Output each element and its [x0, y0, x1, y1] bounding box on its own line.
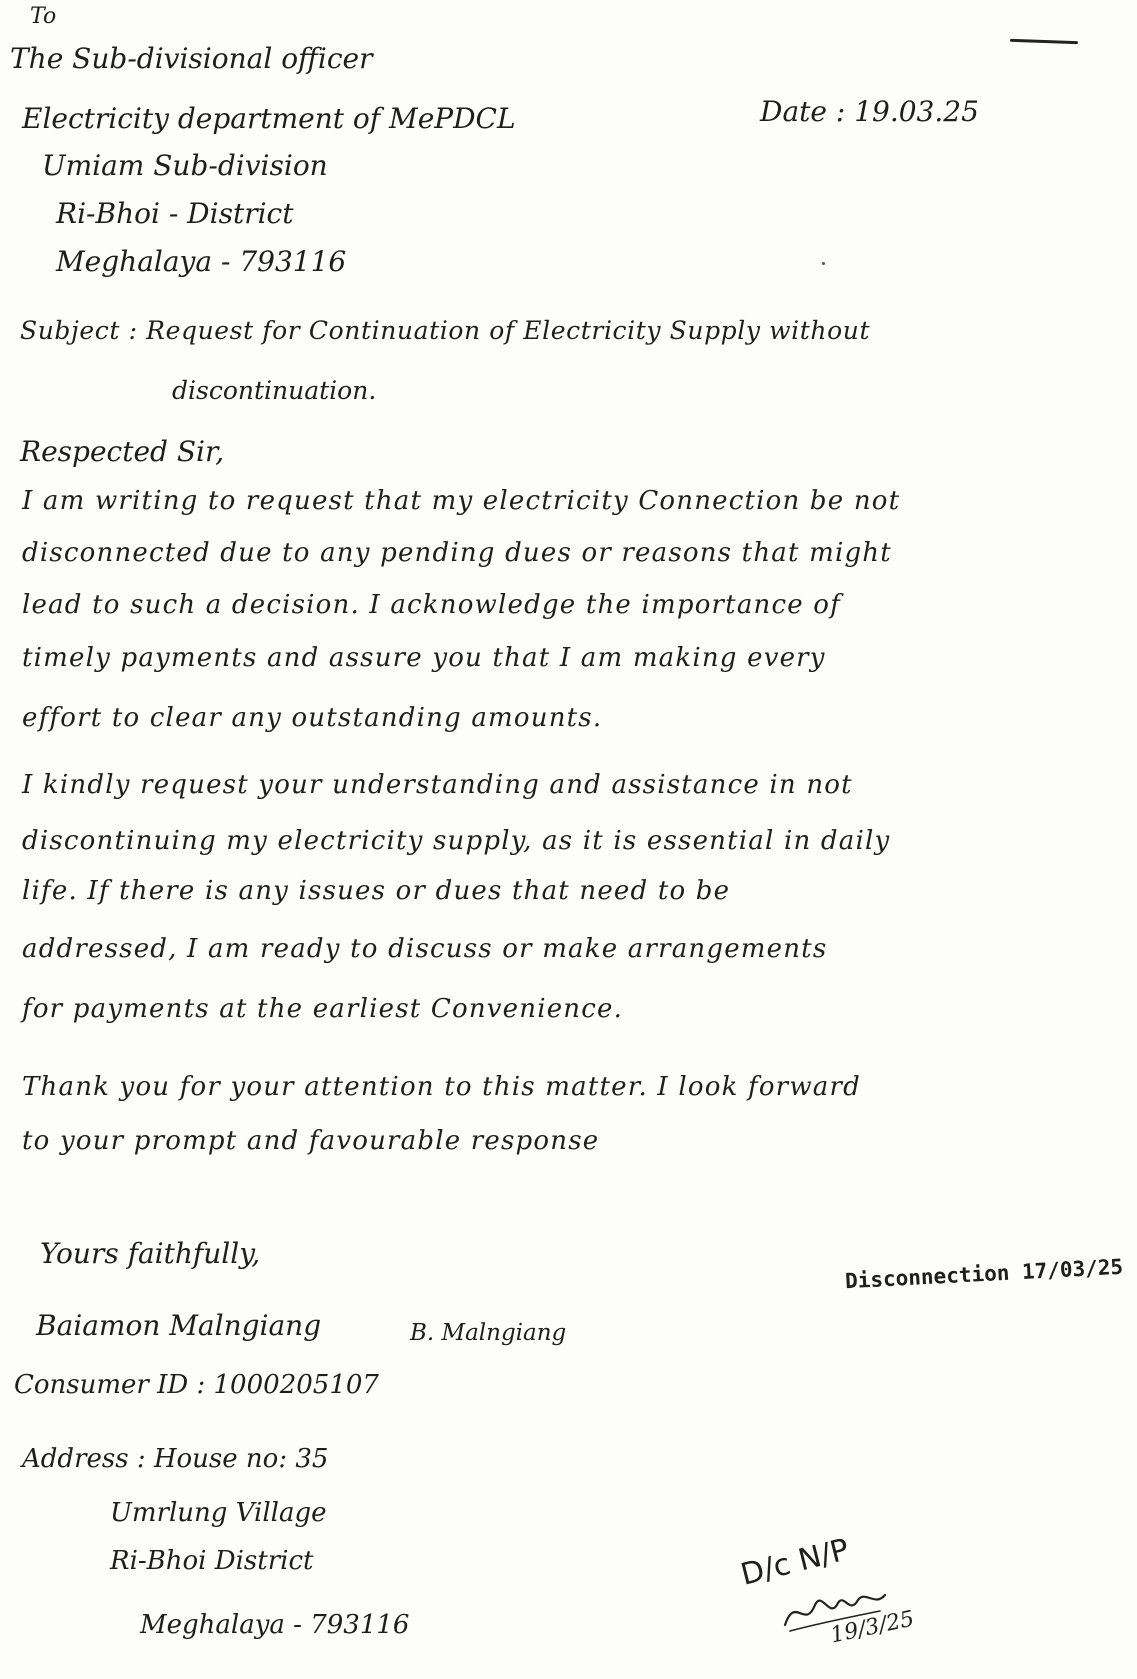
- closing: Yours faithfully,: [40, 1237, 261, 1270]
- address-line-3: Ri-Bhoi District: [110, 1546, 314, 1576]
- body-line-1: I am writing to request that my electricity Connection be not: [22, 486, 901, 516]
- body-line-3: lead to such a decision. I acknowledge the importance of: [22, 590, 841, 620]
- sender-signature: B. Malngiang: [410, 1320, 567, 1346]
- recipient-line-3: Umiam Sub-division: [42, 149, 328, 182]
- recipient-line-2: Electricity department of MePDCL: [22, 102, 516, 135]
- subject-line-1: Subject : Request for Continuation of Electricity Supply without: [20, 316, 871, 345]
- body-line-8: life. If there is any issues or dues that need to be: [22, 876, 731, 906]
- letter-date: Date : 19.03.25: [760, 95, 979, 128]
- ink-dot: [822, 262, 825, 265]
- address-line-2: Umrlung Village: [110, 1498, 327, 1528]
- address-line-1: Address : House no: 35: [22, 1444, 329, 1474]
- recipient-line-4: Ri-Bhoi - District: [56, 197, 294, 230]
- sender-name: Baiamon Malngiang: [36, 1309, 322, 1342]
- body-line-10: for payments at the earliest Convenience.: [22, 994, 624, 1024]
- office-code: D/c N/P: [737, 1532, 853, 1593]
- pen-stroke-mark: [1010, 39, 1078, 44]
- address-line-4: Meghalaya - 793116: [140, 1610, 410, 1640]
- office-endorsement: [737, 1532, 920, 1665]
- recipient-line-5: Meghalaya - 793116: [56, 245, 347, 278]
- subject-line-2: discontinuation.: [172, 376, 377, 405]
- recipient-line-1: The Sub-divisional officer: [10, 42, 373, 75]
- salutation: Respected Sir,: [20, 435, 225, 468]
- body-line-2: disconnected due to any pending dues or reasons that might: [22, 538, 892, 568]
- body-line-6: I kindly request your understanding and assistance in not: [22, 770, 853, 800]
- disconnection-note: Disconnection 17/03/25: [844, 1254, 1124, 1294]
- body-line-7: discontinuing my electricity supply, as it is essential in daily: [22, 826, 891, 856]
- office-initial-date: 19/3/25: [828, 1606, 917, 1649]
- body-line-4: timely payments and assure you that I am making every: [22, 643, 826, 673]
- consumer-id: Consumer ID : 1000205107: [14, 1370, 379, 1400]
- to-label: To: [30, 4, 57, 29]
- body-line-12: to your prompt and favourable response: [22, 1126, 600, 1156]
- body-line-11: Thank you for your attention to this matter. I look forward: [22, 1072, 861, 1102]
- body-line-9: addressed, I am ready to discuss or make arrangements: [22, 934, 828, 964]
- body-line-5: effort to clear any outstanding amounts.: [22, 703, 603, 733]
